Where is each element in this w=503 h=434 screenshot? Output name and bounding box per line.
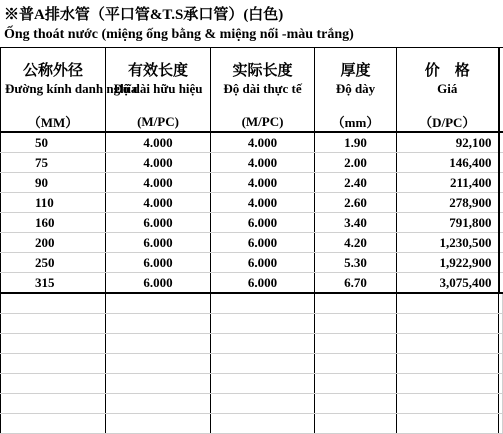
- cell-price[interactable]: 1,922,900: [397, 253, 499, 273]
- grid-edge: [499, 374, 503, 394]
- table-row: [1, 153, 503, 173]
- grid-edge: [499, 334, 503, 354]
- header-vn: Độ dày: [335, 81, 376, 96]
- table-row: [1, 213, 503, 233]
- header-cn: 价 格: [424, 63, 470, 79]
- empty-cell[interactable]: [315, 414, 397, 434]
- grid-edge: [499, 193, 503, 213]
- header-row: [1, 48, 503, 113]
- empty-row: [1, 374, 503, 394]
- empty-row: [1, 334, 503, 354]
- units-row: [1, 112, 503, 132]
- grid-edge: [499, 112, 503, 132]
- grid-edge: [499, 293, 503, 314]
- empty-cell[interactable]: [106, 414, 211, 434]
- unit-cell[interactable]: (M/PC): [106, 112, 211, 132]
- table-row: [1, 273, 503, 294]
- header-vn: Độ dài thực tế: [223, 81, 302, 96]
- empty-cell[interactable]: [315, 394, 397, 414]
- cell-effective-length[interactable]: 4.000: [106, 153, 211, 173]
- cell-diameter[interactable]: 110: [1, 193, 106, 213]
- cell-thickness[interactable]: 3.40: [315, 213, 397, 233]
- empty-cell[interactable]: [211, 293, 315, 314]
- header-cn: 厚度: [340, 63, 371, 79]
- empty-cell[interactable]: [315, 293, 397, 314]
- empty-row: [1, 394, 503, 414]
- unit-cell[interactable]: （D/PC）: [397, 112, 499, 132]
- grid-edge: [499, 314, 503, 334]
- cell-diameter[interactable]: 200: [1, 233, 106, 253]
- empty-cell[interactable]: [1, 293, 106, 314]
- grid-edge: [499, 414, 503, 434]
- cell-effective-length[interactable]: 6.000: [106, 273, 211, 294]
- empty-cell[interactable]: [315, 354, 397, 374]
- grid-edge: [499, 173, 503, 193]
- cell-diameter[interactable]: 315: [1, 273, 106, 294]
- empty-cell[interactable]: [106, 374, 211, 394]
- empty-row: [1, 314, 503, 334]
- empty-row: [1, 293, 503, 314]
- empty-cell[interactable]: [1, 334, 106, 354]
- cell-thickness[interactable]: 2.60: [315, 193, 397, 213]
- table-row: [1, 253, 503, 273]
- empty-cell[interactable]: [211, 374, 315, 394]
- empty-cell[interactable]: [397, 334, 499, 354]
- grid-edge: [499, 132, 503, 153]
- cell-price[interactable]: 1,230,500: [397, 233, 499, 253]
- grid-edge: [499, 213, 503, 233]
- cell-thickness[interactable]: 5.30: [315, 253, 397, 273]
- cell-actual-length[interactable]: 6.000: [211, 253, 315, 273]
- empty-cell[interactable]: [1, 374, 106, 394]
- header-price[interactable]: [397, 48, 499, 113]
- empty-cell[interactable]: [1, 414, 106, 434]
- grid-edge: [499, 253, 503, 273]
- cell-effective-length[interactable]: 6.000: [106, 253, 211, 273]
- document-subtitle: Ống thoát nước (miệng ống bằng & miệng nối -màu trắng): [4, 27, 354, 42]
- empty-cell[interactable]: [106, 334, 211, 354]
- cell-diameter[interactable]: 90: [1, 173, 106, 193]
- grid-edge: [499, 273, 503, 294]
- grid-edge: [499, 233, 503, 253]
- cell-actual-length[interactable]: 4.000: [211, 132, 315, 153]
- cell-actual-length[interactable]: 4.000: [211, 193, 315, 213]
- grid-edge: [499, 48, 503, 113]
- cell-effective-length[interactable]: 4.000: [106, 132, 211, 153]
- empty-cell[interactable]: [106, 293, 211, 314]
- cell-diameter[interactable]: 50: [1, 132, 106, 153]
- cell-thickness[interactable]: 4.20: [315, 233, 397, 253]
- table-row: [1, 233, 503, 253]
- header-actual-length[interactable]: [211, 48, 315, 113]
- header-cn: 有效长度: [127, 63, 188, 79]
- cell-actual-length[interactable]: 4.000: [211, 153, 315, 173]
- price-table-frame: [0, 47, 502, 433]
- empty-cell[interactable]: [106, 314, 211, 334]
- header-effective-length[interactable]: [106, 48, 211, 113]
- empty-cell[interactable]: [397, 293, 499, 314]
- grid-edge: [499, 153, 503, 173]
- cell-thickness[interactable]: 6.70: [315, 273, 397, 294]
- header-vn: Độ dài hữu hiệu: [113, 81, 203, 96]
- empty-cell[interactable]: [211, 414, 315, 434]
- empty-cell[interactable]: [397, 374, 499, 394]
- cell-thickness[interactable]: 2.00: [315, 153, 397, 173]
- empty-cell[interactable]: [315, 374, 397, 394]
- cell-diameter[interactable]: 250: [1, 253, 106, 273]
- cell-actual-length[interactable]: 6.000: [211, 213, 315, 233]
- header-cn: 公称外径: [22, 63, 83, 79]
- cell-effective-length[interactable]: 6.000: [106, 233, 211, 253]
- cell-thickness[interactable]: 1.90: [315, 132, 397, 153]
- empty-row: [1, 414, 503, 434]
- header-thickness[interactable]: [315, 48, 397, 113]
- empty-cell[interactable]: [315, 334, 397, 354]
- cell-effective-length[interactable]: 6.000: [106, 213, 211, 233]
- cell-price[interactable]: 791,800: [397, 213, 499, 233]
- header-vn: Giá: [437, 81, 458, 96]
- empty-cell[interactable]: [1, 354, 106, 374]
- table-row: [1, 193, 503, 213]
- header-vn: Đường kính danh nghĩa: [5, 81, 138, 96]
- empty-cell[interactable]: [106, 394, 211, 414]
- empty-cell[interactable]: [397, 314, 499, 334]
- cell-price[interactable]: 3,075,400: [397, 273, 499, 294]
- cell-price[interactable]: 92,100: [397, 132, 499, 153]
- cell-actual-length[interactable]: 6.000: [211, 273, 315, 294]
- document-title: ※普A排水管（平口管&T.S承口管）(白色): [4, 7, 284, 23]
- cell-effective-length[interactable]: 4.000: [106, 173, 211, 193]
- cell-actual-length[interactable]: 4.000: [211, 173, 315, 193]
- cell-effective-length[interactable]: 4.000: [106, 193, 211, 213]
- price-table: [0, 47, 503, 434]
- empty-cell[interactable]: [211, 334, 315, 354]
- cell-price[interactable]: 211,400: [397, 173, 499, 193]
- unit-cell[interactable]: （MM）: [1, 112, 106, 132]
- empty-cell[interactable]: [211, 354, 315, 374]
- cell-diameter[interactable]: 75: [1, 153, 106, 173]
- cell-actual-length[interactable]: 6.000: [211, 233, 315, 253]
- cell-thickness[interactable]: 2.40: [315, 173, 397, 193]
- table-row: [1, 173, 503, 193]
- empty-cell[interactable]: [397, 394, 499, 414]
- header-cn: 实际长度: [232, 63, 293, 79]
- empty-cell[interactable]: [1, 314, 106, 334]
- empty-cell[interactable]: [315, 314, 397, 334]
- empty-cell[interactable]: [1, 394, 106, 414]
- empty-cell[interactable]: [211, 314, 315, 334]
- empty-cell[interactable]: [106, 354, 211, 374]
- empty-row: [1, 354, 503, 374]
- empty-cell[interactable]: [397, 354, 499, 374]
- empty-cell[interactable]: [211, 394, 315, 414]
- header-nominal-diameter[interactable]: [1, 48, 138, 113]
- unit-cell[interactable]: （mm）: [315, 112, 397, 132]
- unit-cell[interactable]: (M/PC): [211, 112, 315, 132]
- cell-price[interactable]: 278,900: [397, 193, 499, 213]
- table-row: [1, 132, 503, 153]
- empty-cell[interactable]: [397, 414, 499, 434]
- cell-price[interactable]: 146,400: [397, 153, 499, 173]
- grid-edge: [499, 394, 503, 414]
- grid-edge: [499, 354, 503, 374]
- cell-diameter[interactable]: 160: [1, 213, 106, 233]
